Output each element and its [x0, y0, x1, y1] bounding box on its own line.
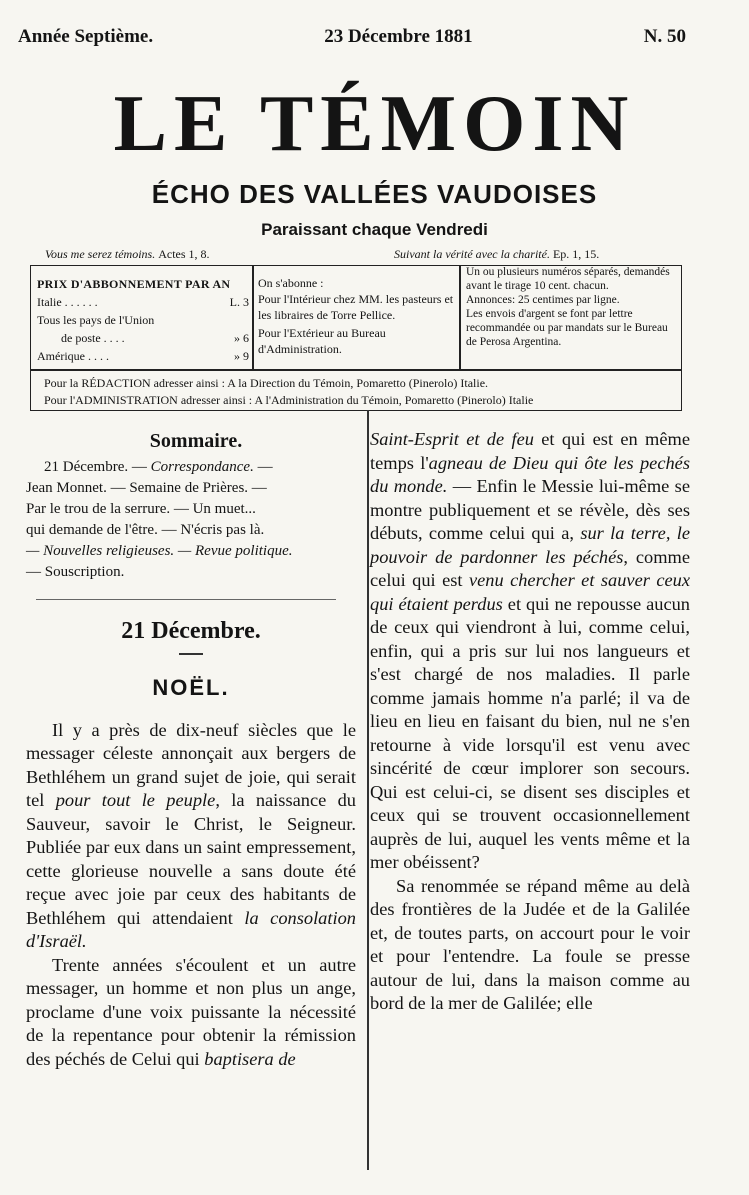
numbers-notice: Un ou plusieurs numéros séparés, demandés avant le tirage 10 cent. chacun.: [466, 266, 670, 292]
price-value: L. 3: [229, 295, 249, 309]
box-divider-h: [30, 369, 682, 371]
summary-line: — Souscription.: [26, 564, 125, 580]
summary-line: Par le trou de la serrure. — Un muet...: [26, 501, 256, 517]
price-column: [37, 275, 249, 365]
summary-text: 21 Décembre. —: [44, 459, 147, 475]
article-text: , la naissance du Sauveur, savoir le Christ, le Seigneur. Publiée par eux dans un saint empressement, cette glorieuse nouvelle a sans doute été reçue avec joie par ceux des habitants de Bethléhem qui attendaient: [26, 790, 356, 928]
summary-text: — Nouvelles religieuses.: [26, 543, 175, 559]
notices-column: [466, 265, 676, 349]
article-paragraph: Sa renommée se répand même au delà des frontières de la Judée et de la Galilée et, de toutes parts, on accourt pour le voir et pour l'entendre. La foule se presse autour de lui, dans la maison comme au bord de la mer de Galilée; elle: [370, 875, 690, 1013]
article-text: , comme celui qui est: [370, 546, 691, 590]
ads-notice: Annonces: 25 centimes par ligne.: [466, 294, 620, 306]
motto-left: [45, 247, 210, 262]
address-block: [44, 375, 684, 409]
article-paragraph: [26, 954, 356, 1072]
price-row: [37, 293, 249, 311]
box-divider-2: [459, 265, 461, 369]
price-value: » 6: [234, 331, 249, 345]
summary-line: [26, 457, 356, 478]
article-text: baptisera de: [204, 1048, 296, 1069]
price-label: Italie . . . . . .: [37, 295, 98, 309]
left-column: [26, 430, 356, 1071]
article-text: venu chercher et sauver ceux qui étaient perdus: [370, 570, 690, 614]
article-paragraph: [26, 719, 356, 954]
subscribe-title: On s'abonne :: [258, 276, 324, 290]
price-row: [37, 311, 249, 329]
separator-rule: [36, 599, 336, 600]
issue-number: N. 50: [643, 26, 686, 47]
subscribe-column: [258, 275, 458, 357]
right-column: [370, 428, 690, 1016]
motto-right: [394, 247, 599, 262]
article-text: agneau de Dieu qui ôte les pechés du monde.: [370, 452, 691, 496]
article-text: pour tout le peuple: [55, 790, 216, 810]
issue-date: 23 Décembre 1881: [324, 26, 473, 47]
redaction-address: Pour la RÉDACTION adresser ainsi : A la Direction du Témoin, Pomaretto (Pinerolo) Italie.: [44, 376, 489, 390]
article-text: — Enfin le Messie lui-même se montre publiquement et se révèle, dès ses débuts, comme celui qui a,: [370, 476, 690, 543]
price-header: PRIX D'ABBONNEMENT PAR AN: [37, 277, 231, 291]
article-text: sur la terre, le pouvoir de pardonner les péchés: [370, 523, 690, 567]
summary-text: —: [257, 459, 273, 475]
short-rule: [179, 653, 203, 655]
summary-title: Sommaire.: [149, 430, 243, 452]
money-notice: Les envois d'argent se font par lettre recommandée ou par mandats sur le Bureau de Perosa Argentina.: [466, 308, 668, 348]
article-heading: NOËL.: [152, 674, 230, 700]
price-label: Amérique . . . .: [37, 349, 109, 363]
motto-right-ref: Ep. 1, 15.: [552, 247, 600, 261]
summary-line: qui demande de l'être. — N'écris pas là.: [26, 522, 265, 538]
summary-text: — Revue politique.: [177, 543, 293, 559]
price-row: [37, 329, 249, 347]
subscribe-interior: Pour l'Intérieur chez MM. les pasteurs et les libraires de Torre Pellice.: [258, 292, 454, 322]
subscribe-exterior: Pour l'Extérieur au Bureau d'Administration.: [258, 326, 386, 356]
section-title: 21 Décembre.: [121, 618, 261, 644]
box-divider-1: [252, 265, 254, 369]
periodicity: Paraissant chaque Vendredi: [261, 220, 488, 239]
administration-address: Pour l'ADMINISTRATION adresser ainsi : A l'Administration du Témoin, Pomaretto (Pinerolo) Italie: [44, 393, 534, 407]
newspaper-title: LE TÉMOIN: [113, 80, 636, 168]
column-rule: [367, 410, 369, 1170]
summary-body: [26, 457, 356, 583]
motto-left-ref: Actes 1, 8.: [158, 247, 210, 261]
article-paragraph: [370, 428, 690, 875]
motto-left-text: Vous me serez témoins.: [45, 247, 156, 261]
price-value: » 9: [234, 349, 249, 363]
article-text: et qui est en même temps l': [370, 429, 690, 473]
summary-text: Correspondance.: [150, 459, 254, 475]
header-line: [18, 26, 686, 48]
price-label: de poste . . . .: [61, 331, 125, 345]
newspaper-subtitle: ÉCHO DES VALLÉES VAUDOISES: [151, 179, 598, 209]
summary-line: [26, 541, 356, 562]
year-label: Année Septième.: [18, 26, 154, 47]
summary-line: Jean Monnet. — Semaine de Prières. —: [26, 480, 267, 496]
article-text: Il y a près de dix-neuf siècles que le messager céleste annonçait aux bergers de Bethléhem un grand sujet de joie, qui serait tel: [26, 719, 356, 810]
motto-right-text: Suivant la vérité avec la charité.: [394, 247, 550, 261]
article-text: Saint-Esprit et de feu: [370, 429, 534, 449]
article-text: Trente années s'écoulent et un autre messager, un homme et non plus un ange, proclame d'une voix puissante la nécessité de la repentance pour obtenir la rémission des péchés de Celui qui: [26, 954, 356, 1069]
article-text: et qui ne repousse aucun de ceux qui viendront à lui, comme celui, enfin, qui a pris sur lui nos langueurs et s'est chargé de nos maladies. Il parle comme jamais homme n'a parlé; il va de lieu en lieu en faisant du bien, nul ne s'en retourne à vide lorsqu'il est venu avec sincérité de cœur implorer son secours. Qui est celui-ci, se disent ses disciples et ceux qui se trouvent occasionnellement auprès de lui, auquel les vents même et la mer obéissent?: [370, 593, 690, 872]
price-row: [37, 347, 249, 365]
article-text: la consolation d'Israël.: [26, 907, 356, 951]
price-label: Tous les pays de l'Union: [37, 313, 155, 327]
